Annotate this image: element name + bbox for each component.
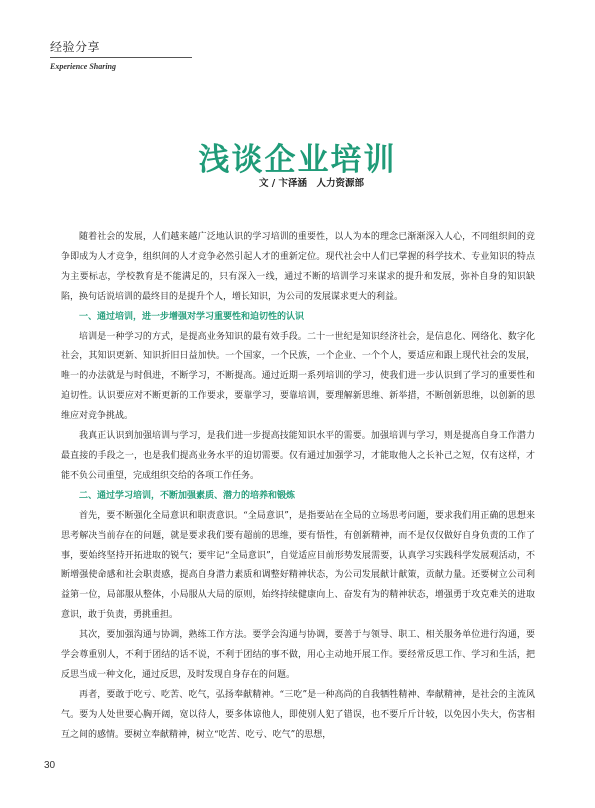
article-byline: 文 / 卞泽涵 人力资源部 xyxy=(258,178,365,189)
paragraph-4: 其次，要加强沟通与协调，熟练工作方法。要学会沟通与协调，要善于与领导、职工、相关服务单位进行沟通，要学会尊重别人，不利于团结的话不说，不利于团结的事不做，用心主动地开展工作。要经常反思工作、学习和生活，把反思当成一种文化，通过反思，及时发现自身存在的问题。 xyxy=(61,630,535,680)
paragraph-2: 我真正认识到加强培训与学习，是我们进一步提高技能知识水平的需要。加强培训与学习，则是提高自身工作潜力最直接的手段之一，也是我们提高业务水平的迫切需要。仅有通过加强学习，才能取他人之长补己之短，仅有这样，才能不负公司重望，完成组织交给的各项工作任务。 xyxy=(61,431,535,481)
paragraph-intro: 随着社会的发展，人们越来越广泛地认识的学习培训的重要性，以人为本的理念已渐渐深入人心，不同组织间的竞争即成为人才竞争，组织间的人才竞争必然引起人才的重新定位。现代社会中人们已掌握的科学技术、专业知识的特点为主要标志，学校教育是不能满足的，只有深入一线，通过不断的培训学习来谋求的提升和发展，弥补自身的知识缺陷，换句话说培训的最终目的是提升个人，增长知识，为公司的发展谋求更大的利益。 xyxy=(61,232,535,302)
paragraph-1: 培训是一种学习的方式，是提高业务知识的最有效手段。二十一世纪是知识经济社会，是信息化、网络化、数字化社会，其知识更新、知识折旧日益加快。一个国家，一个民族，一个企业、一个个人，要适应和跟上现代社会的发展，唯一的办法就是与时俱进，不断学习，不断提高。通过近期一系列培训的学习，使我们进一步认识到了学习的重要性和迫切性。认识要应对不断更新的工作要求，要靠学习，要靠培训，要理解新思维、新举措，不断创新思维，以创新的思维应对竞争挑战。 xyxy=(61,331,535,422)
paragraph-5: 再者，要敢于吃亏、吃苦、吃气，弘扬奉献精神。“三吃”是一种高尚的自我牺牲精神、奉献精神，是社会的主流风气。要为人处世要心胸开阔，宽以待人，要多体谅他人，即使别人犯了错误，也不要斤斤计较，以免因小失大，伤害相互之间的感情。要树立奉献精神，树立“吃苦、吃亏、吃气”的思想， xyxy=(61,689,535,740)
article-title: 浅谈企业培训 xyxy=(198,142,397,178)
section-title-en: Experience Sharing xyxy=(50,62,117,71)
section-title-cn: 经验分享 xyxy=(50,40,101,54)
page-number: 30 xyxy=(44,760,56,771)
article-body xyxy=(61,228,535,746)
heading-section-2: 二、通过学习培训，不断加强素质、潜力的培养和锻炼 xyxy=(79,490,296,501)
section-divider xyxy=(50,57,192,58)
heading-section-1: 一、通过培训，进一步增强对学习重要性和迫切性的认识 xyxy=(79,311,305,322)
paragraph-3: 首先，要不断强化全局意识和职责意识。“全局意识”，是指要站在全局的立场思考问题，要求我们用正确的思想来思考解决当前存在的问题，就是要求我们要有超前的思维，要有悟性，有创新精神，而不是仅仅做好自身负责的工作了事，要始终坚持开拓进取的锐气；要牢记“全局意识”，自觉适应目前形势发展需要，认真学习实践科学发展观活动，不断增强使命感和社会职责感，提高自身潜力素质和调整好精神状态，为公司发展献计献策，贡献力量。还要树立公司利益第一位，局部服从整体，小局服从大局的原则，始终持续健康向上、奋发有为的精神状态，增强勇于攻克难关的进取意识，敢于负责，勇挑重担。 xyxy=(61,510,535,621)
